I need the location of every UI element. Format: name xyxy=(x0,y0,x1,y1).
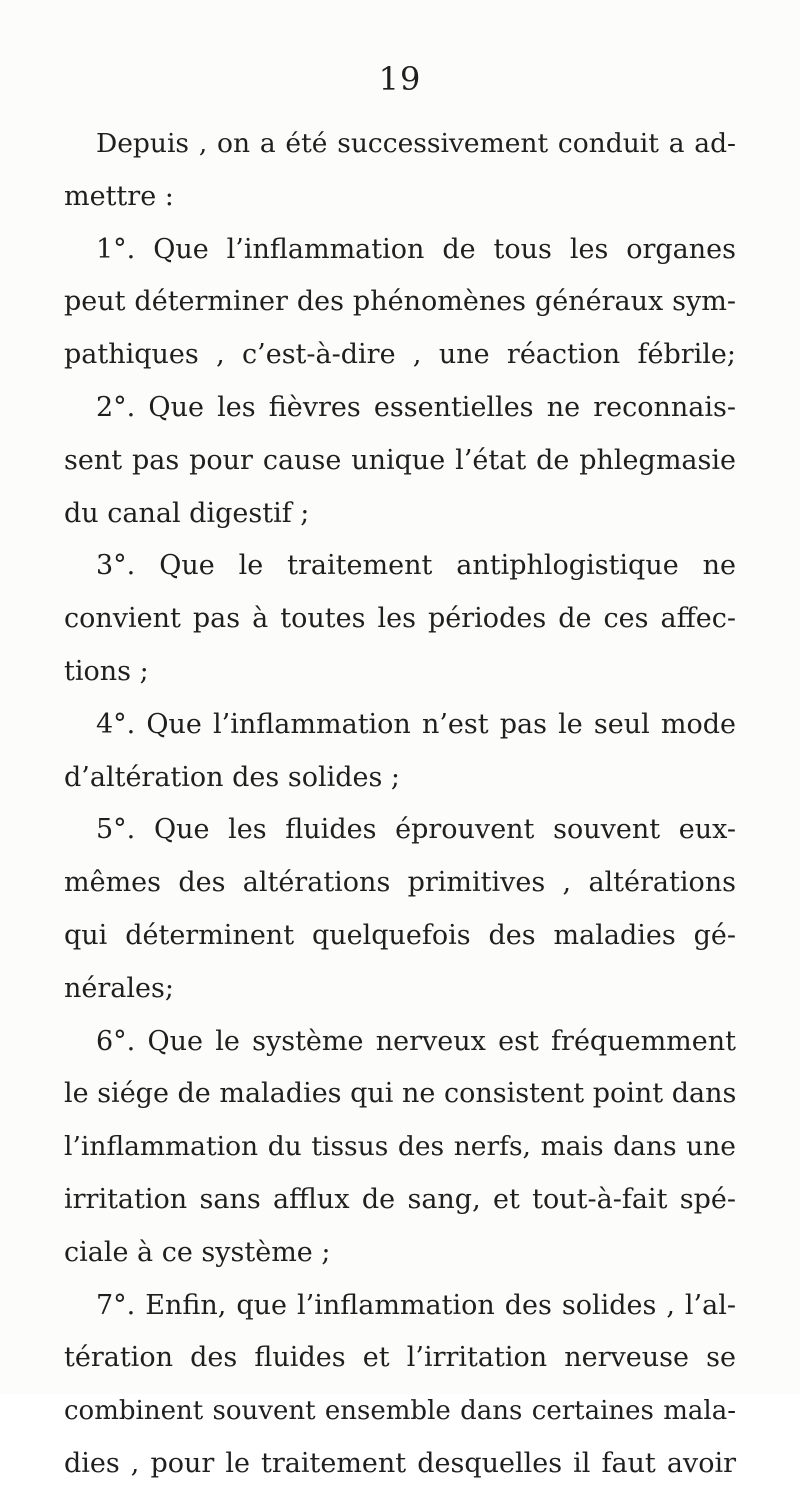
text-line: 1°. Que l’inflammation de tous les organes xyxy=(96,233,736,265)
text-line: sent pas pour cause unique l’état de phlegmasie xyxy=(64,444,736,476)
text-line: dies , pour le traitement desquelles il faut avoir xyxy=(64,1447,736,1479)
text-line: tération des fluides et l’irritation nerveuse se xyxy=(64,1342,736,1374)
text-line: Depuis , on a été successivement conduit a ad- xyxy=(96,128,736,159)
text-line: combinent souvent ensemble dans certaines mala- xyxy=(64,1396,736,1427)
text-line: d’altération des solides ; xyxy=(64,761,401,793)
text-line: 3°. Que le traitement antiphlogistique ne xyxy=(96,550,736,582)
text-line: irritation sans afflux de sang, et tout-à-fait spé- xyxy=(64,1183,736,1215)
text-line: convient pas à toutes les périodes de ces affec- xyxy=(64,603,736,635)
text-line: le siége de maladies qui ne consistent point dans xyxy=(64,1078,737,1110)
text-line: du canal digestif ; xyxy=(64,497,310,529)
text-line: 6°. Que le système nerveux est fréquemment xyxy=(96,1025,736,1057)
text-line: 2°. Que les fièvres essentielles ne reconnais- xyxy=(96,391,736,423)
text-line: tions ; xyxy=(64,655,149,687)
body-text xyxy=(64,118,736,1491)
text-line: ciale à ce système ; xyxy=(64,1236,331,1268)
text-line: pathiques , c’est-à-dire , une réaction fébrile; xyxy=(64,339,736,371)
text-line: mettre : xyxy=(64,180,174,212)
text-line: 7°. Enfin, que l’inflammation des solides , l’al- xyxy=(96,1289,736,1321)
text-line: qui déterminent quelquefois des maladies gé- xyxy=(64,919,736,951)
text-line: peut déterminer des phénomènes généraux sym- xyxy=(64,286,736,318)
text-line: 4°. Que l’inflammation n’est pas le seul mode xyxy=(96,708,736,740)
text-line: mêmes des altérations primitives , altérations xyxy=(64,867,736,899)
text-line: 5°. Que les fluides éprouvent souvent eux- xyxy=(96,814,736,846)
text-line: nérales; xyxy=(64,972,174,1004)
text-line: l’inflammation du tissus des nerfs, mais dans une xyxy=(64,1131,736,1163)
page-number: 19 xyxy=(378,60,422,98)
